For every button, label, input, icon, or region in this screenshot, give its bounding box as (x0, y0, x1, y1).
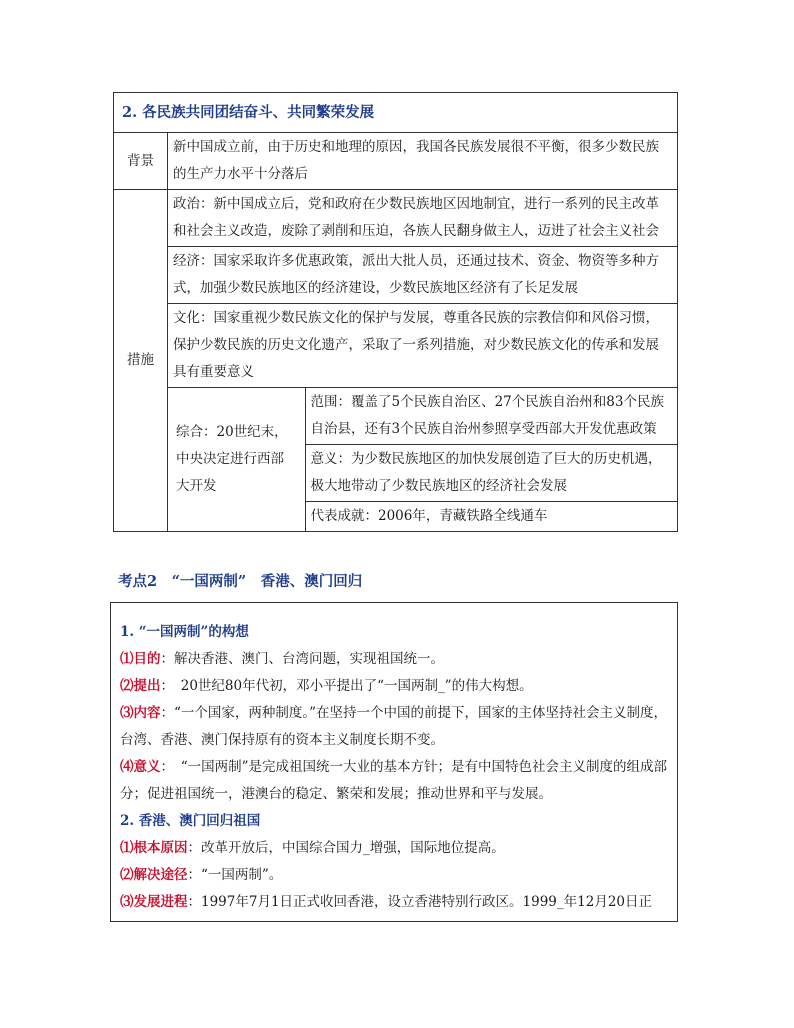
item-text: ：“一个国家，两种制度。”在坚持一个中国的前提下，国家的主体坚持社会主义制度，台湾、香港、澳门保持原有的资本主义制度长期不变。 (120, 705, 668, 748)
significance-cell: 意义：为少数民族地区的加快发展创造了巨大的历史机遇，极大地带动了少数民族地区的经济社会发展 (305, 445, 677, 502)
item-label: ⑴目的 (120, 651, 161, 667)
item-label: ⑷意义 (120, 759, 161, 775)
item-process (120, 889, 668, 916)
item-label: ⑶内容 (120, 705, 161, 721)
one-country-two-systems-box (110, 602, 678, 922)
subheading-return: 2. 香港、澳门回归祖国 (120, 813, 261, 829)
scope-cell: 范围：覆盖了5个民族自治区、27个民族自治州和83个民族自治县，还有3个民族自治州参照享受西部大开发优惠政策 (305, 388, 677, 445)
comprehensive-label: 综合：20世纪末，中央决定进行西部大开发 (168, 388, 305, 531)
ethnic-development-table (113, 92, 678, 532)
item-label: ⑵解决途径 (120, 867, 188, 883)
section-title: 2. 各民族共同团结奋斗、共同繁荣发展 (114, 93, 678, 133)
background-label: 背景 (114, 133, 168, 190)
politics-cell: 政治：新中国成立后，党和政府在少数民族地区因地制宜，进行一系列的民主改革和社会主义改造，废除了剥削和压迫，各族人民翻身做主人，迈进了社会主义社会 (168, 190, 678, 247)
culture-cell: 文化：国家重视少数民族文化的保护与发展，尊重各民族的宗教信仰和风俗习惯，保护少数民族的历史文化遗产，采取了一系列措施，对少数民族文化的传承和发展具有重要意义 (168, 304, 678, 388)
background-text: 新中国成立前，由于历史和地理的原因，我国各民族发展很不平衡，很多少数民族的生产力水平十分落后 (168, 133, 678, 190)
item-text: ： “一国两制”是完成祖国统一大业的基本方针；是有中国特色社会主义制度的组成部分；促进祖国统一，港澳台的稳定、繁荣和发展；推动世界和平与发展。 (120, 759, 668, 802)
item-proposal (120, 673, 668, 700)
item-text: ：改革开放后，中国综合国力_增强，国际地位提高。 (187, 840, 505, 856)
item-label: ⑵提出 (120, 678, 161, 694)
item-purpose (120, 646, 668, 673)
western-development-cell (168, 388, 678, 532)
kaodian-title: 考点2 “一国两制” 香港、澳门回归 (118, 573, 363, 590)
item-text: ：“一国两制”。 (187, 867, 283, 883)
subheading-concept: 1. “一国两制”的构想 (120, 624, 249, 640)
economy-cell: 经济：国家采取许多优惠政策，派出大批人员，还通过技术、资金、物资等多种方式，加强少数民族地区的经济建设，少数民族地区经济有了长足发展 (168, 247, 678, 304)
item-text: ：解决香港、澳门、台湾问题，实现祖国统一。 (160, 651, 444, 667)
item-text: ：1997年7月1日正式收回香港，设立香港特别行政区。1999_年12月20日正 (187, 894, 652, 910)
item-solution (120, 862, 668, 889)
item-label: ⑶发展进程 (120, 894, 188, 910)
achievement-cell: 代表成就：2006年，青藏铁路全线通车 (305, 502, 677, 532)
item-significance (120, 754, 668, 808)
item-root-cause (120, 835, 668, 862)
measures-label: 措施 (114, 190, 168, 532)
item-content (120, 700, 668, 754)
item-label: ⑴根本原因 (120, 840, 188, 856)
item-text: ： 20世纪80年代初，邓小平提出了“一国两制_”的伟大构想。 (160, 678, 533, 694)
